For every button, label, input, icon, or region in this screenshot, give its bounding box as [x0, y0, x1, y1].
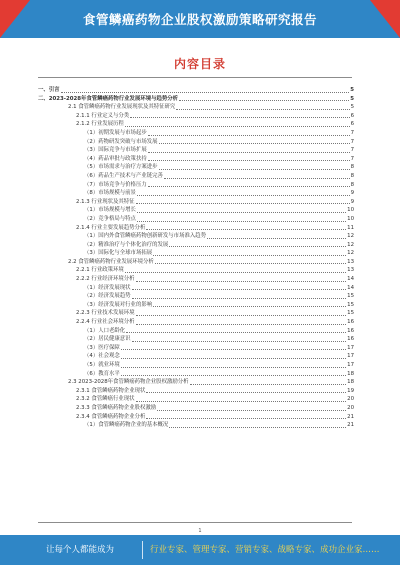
- toc-entry[interactable]: [38, 421, 354, 430]
- toc-top-rule: [38, 77, 352, 78]
- toc-leader-dots: [176, 107, 349, 110]
- toc-entry[interactable]: [38, 284, 354, 293]
- toc-leader-dots: [159, 141, 350, 144]
- toc-entry-label: （5）就业环境: [84, 362, 120, 368]
- toc-entry[interactable]: [38, 301, 354, 310]
- toc-entry-page: 18: [347, 370, 354, 377]
- toc-entry-page: 13: [347, 267, 354, 274]
- toc-entry-label: 2.2.4 行业社会环境分析: [76, 319, 135, 326]
- toc-entry-page: 21: [347, 422, 354, 429]
- toc-entry-label: （2）竞争格局与特点: [84, 215, 136, 222]
- toc-entry[interactable]: [38, 129, 354, 138]
- toc-entry-page: 5: [350, 104, 354, 111]
- toc-entry-page: 7: [350, 147, 354, 154]
- toc-leader-dots: [164, 176, 350, 179]
- toc-leader-dots: [157, 408, 346, 411]
- toc-entry[interactable]: [38, 266, 354, 275]
- toc-entry-label: 2.1.2 行业发展历程: [76, 121, 124, 128]
- footer-slogan-right: 行业专家、管理专家、营销专家、战略专家、成功企业家……: [150, 545, 380, 555]
- toc-entry-label: 2.3.2 食管鳞癌行业现状: [76, 396, 135, 403]
- footer-divider: [142, 541, 143, 559]
- toc-entry-page: 10: [347, 207, 354, 214]
- toc-entry[interactable]: [38, 318, 354, 327]
- toc-entry[interactable]: [38, 206, 354, 215]
- document-title: 食管鳞癌药物企业股权激励策略研究报告: [82, 12, 317, 27]
- toc-entry-page: 5: [350, 87, 354, 93]
- toc-entry[interactable]: [38, 361, 354, 370]
- toc-entry-page: 8: [350, 164, 354, 171]
- toc-entry-page: 6: [350, 121, 354, 128]
- toc-entry-label: （6）教育水平: [84, 370, 120, 377]
- toc-leader-dots: [169, 425, 346, 428]
- toc-entry-label: （4）社会观念: [84, 353, 120, 360]
- toc-heading: 内容目录: [173, 57, 226, 71]
- toc-entry[interactable]: [38, 327, 354, 336]
- toc-entry[interactable]: [38, 275, 354, 284]
- header-banner: [0, 0, 400, 38]
- toc-entry-page: 6: [350, 112, 354, 119]
- toc-entry[interactable]: [38, 103, 354, 112]
- toc-leader-dots: [136, 279, 347, 282]
- toc-leader-dots: [137, 193, 350, 196]
- toc-entry-label: （1）食管鳞癌药物企业的基本概况: [84, 422, 169, 429]
- toc-leader-dots: [132, 287, 347, 290]
- toc-entry-page: 16: [347, 336, 354, 343]
- toc-leader-dots: [137, 219, 346, 222]
- toc-entry[interactable]: [38, 292, 354, 301]
- toc-entry[interactable]: [38, 232, 354, 241]
- toc-entry[interactable]: [38, 378, 354, 387]
- toc-list: [38, 86, 354, 430]
- toc-leader-dots: [130, 115, 349, 118]
- toc-entry-label: 2.3.1 食管鳞癌药物企业现状: [76, 387, 146, 394]
- toc-entry[interactable]: [38, 181, 354, 190]
- toc-entry-page: 14: [347, 276, 354, 283]
- footer-banner: [0, 535, 400, 565]
- toc-leader-dots: [132, 339, 347, 342]
- toc-entry-label: 2.3.4 食管鳞癌药物企业分析: [76, 413, 146, 420]
- toc-entry-label: （1）市场规模与增长: [84, 207, 136, 214]
- toc-entry-label: 一、引言: [38, 87, 60, 93]
- toc-leader-dots: [136, 322, 347, 325]
- toc-entry-page: 11: [347, 224, 354, 231]
- toc-leader-dots: [132, 296, 347, 299]
- toc-entry-label: （2）药物研发突破与市场发展: [84, 138, 158, 145]
- toc-entry-page: 20: [347, 404, 354, 411]
- toc-entry-page: 21: [347, 413, 354, 420]
- toc-entry-label: （1）经济发展现状: [84, 284, 131, 291]
- toc-entry-page: 10: [347, 215, 354, 222]
- toc-entry[interactable]: [38, 335, 354, 344]
- toc-leader-dots: [136, 201, 350, 204]
- toc-entry-page: 14: [347, 284, 354, 291]
- toc-entry[interactable]: [38, 146, 354, 155]
- toc-leader-dots: [146, 416, 346, 419]
- toc-entry-page: 17: [347, 362, 354, 368]
- toc-entry[interactable]: [38, 86, 354, 95]
- toc-leader-dots: [190, 382, 347, 385]
- toc-leader-dots: [153, 304, 346, 307]
- toc-entry[interactable]: [38, 241, 354, 250]
- toc-entry[interactable]: [38, 413, 354, 422]
- toc-entry[interactable]: [38, 120, 354, 129]
- toc-entry-page: 7: [350, 155, 354, 162]
- toc-leader-dots: [153, 253, 346, 256]
- toc-entry[interactable]: [38, 155, 354, 164]
- toc-entry[interactable]: [38, 172, 354, 181]
- toc-entry-label: （1）人口老龄化: [84, 327, 126, 334]
- toc-entry-page: 16: [347, 319, 354, 326]
- toc-leader-dots: [136, 399, 347, 402]
- toc-entry-page: 12: [347, 241, 354, 248]
- toc-leader-dots: [121, 356, 346, 359]
- toc-entry-label: （8）市场规模与前景: [84, 190, 136, 197]
- toc-leader-dots: [121, 373, 346, 376]
- toc-entry-page: 15: [347, 293, 354, 300]
- toc-entry-page: 20: [347, 396, 354, 403]
- toc-entry[interactable]: [38, 112, 354, 121]
- toc-entry-page: 19: [347, 387, 354, 394]
- toc-entry-label: 2.2.3 行业技术发展环境: [76, 310, 135, 317]
- toc-leader-dots: [125, 270, 346, 273]
- toc-leader-dots: [146, 390, 346, 393]
- toc-entry-label: 2.3 2023-2028年食管鳞癌药物企业股权激励分析: [68, 379, 189, 386]
- toc-entry-label: （6）药品生产技术与产业链完善: [84, 172, 163, 179]
- toc-entry-label: （2）精准治疗与个体化治疗的发展: [84, 241, 169, 248]
- toc-entry-label: 2.2.2 行业经济环境分析: [76, 276, 135, 283]
- toc-entry[interactable]: [38, 395, 354, 404]
- toc-entry-page: 15: [347, 310, 354, 317]
- toc-entry[interactable]: [38, 249, 354, 258]
- toc-entry-label: 2.2 食管鳞癌药物行业发展环境分析: [68, 258, 154, 265]
- toc-entry[interactable]: [38, 352, 354, 361]
- toc-entry[interactable]: [38, 138, 354, 147]
- toc-entry[interactable]: [38, 309, 354, 318]
- toc-leader-dots: [121, 347, 346, 350]
- toc-leader-dots: [146, 227, 346, 230]
- toc-entry-label: （4）药品审批与政策扶持: [84, 155, 147, 162]
- toc-leader-dots: [137, 210, 346, 213]
- toc-entry[interactable]: [38, 258, 354, 267]
- toc-leader-dots: [207, 236, 346, 239]
- toc-entry[interactable]: [38, 344, 354, 353]
- toc-entry-page: 13: [347, 258, 354, 265]
- toc-leader-dots: [126, 330, 346, 333]
- toc-entry-page: 17: [347, 353, 354, 360]
- toc-leader-dots: [136, 313, 347, 316]
- toc-entry-label: 二、2023-2028年食管鳞癌药物行业发展环境与趋势分析: [38, 95, 179, 102]
- toc-entry-label: （2）经济发展趋势: [84, 293, 131, 300]
- toc-leader-dots: [148, 133, 350, 136]
- toc-entry[interactable]: [38, 95, 354, 104]
- toc-entry-label: （1）初期发展与市场起步: [84, 129, 147, 136]
- toc-entry-page: 17: [347, 344, 354, 351]
- footer-slogan-left: 让每个人都能成为: [46, 545, 115, 555]
- toc-leader-dots: [125, 124, 350, 127]
- toc-entry-label: （3）国际竞争与市场扩展: [84, 147, 147, 154]
- toc-entry-label: （3）国际化与全球市场拓展: [84, 250, 153, 257]
- page-number: 1: [198, 528, 202, 534]
- toc-entry-label: 2.1 食管鳞癌药物行业发展现状及其特征研究: [68, 104, 176, 111]
- toc-entry-page: 7: [350, 129, 354, 136]
- toc-entry-label: （3）医疗保障: [84, 344, 120, 351]
- toc-entry[interactable]: [38, 224, 354, 233]
- toc-leader-dots: [148, 184, 350, 187]
- toc-entry-page: 9: [350, 190, 354, 197]
- toc-entry[interactable]: [38, 189, 354, 198]
- toc-leader-dots: [61, 90, 350, 93]
- toc-leader-dots: [148, 158, 350, 161]
- toc-entry-label: （2）居民健康意识: [84, 336, 131, 343]
- toc-entry[interactable]: [38, 215, 354, 224]
- toc-entry-label: （3）经济发展对行业的影响: [84, 301, 153, 308]
- toc-entry-page: 5: [350, 95, 354, 102]
- toc-entry-label: （1）国内外食管鳞癌药物创新研发与市场准入趋势: [84, 233, 207, 240]
- toc-entry-page: 8: [350, 172, 354, 179]
- toc-leader-dots: [155, 261, 346, 264]
- toc-entry[interactable]: [38, 387, 354, 396]
- toc-bottom-rule: [38, 522, 352, 523]
- toc-entry-label: 2.1.1 行业定义与分类: [76, 112, 130, 119]
- toc-entry-label: 2.1.3 行业现状及其特征: [76, 198, 135, 205]
- toc-leader-dots: [121, 365, 346, 368]
- toc-entry-label: 2.2.1 行业政策环境: [76, 267, 124, 274]
- toc-entry-page: 16: [347, 327, 354, 334]
- toc-entry[interactable]: [38, 404, 354, 413]
- toc-entry-label: 2.1.4 行业主要发展趋势分析: [76, 224, 146, 231]
- toc-entry-page: 18: [347, 379, 354, 386]
- toc-leader-dots: [148, 150, 350, 153]
- toc-leader-dots: [169, 244, 346, 247]
- toc-entry-page: 12: [347, 233, 354, 240]
- toc-entry-page: 7: [350, 138, 354, 145]
- toc-entry-label: （7）市场竞争与价格压力: [84, 181, 147, 188]
- toc-entry[interactable]: [38, 163, 354, 172]
- toc-entry[interactable]: [38, 198, 354, 207]
- toc-entry[interactable]: [38, 370, 354, 379]
- toc-entry-label: 2.3.3 食管鳞癌药物企业股权激励: [76, 404, 157, 411]
- toc-leader-dots: [179, 98, 349, 101]
- toc-entry-page: 8: [350, 181, 354, 188]
- toc-leader-dots: [159, 167, 350, 170]
- toc-entry-page: 15: [347, 301, 354, 308]
- toc-entry-page: 9: [350, 198, 354, 205]
- toc-entry-label: （5）市场需求与治疗方案进步: [84, 164, 158, 171]
- toc-entry-page: 12: [347, 250, 354, 257]
